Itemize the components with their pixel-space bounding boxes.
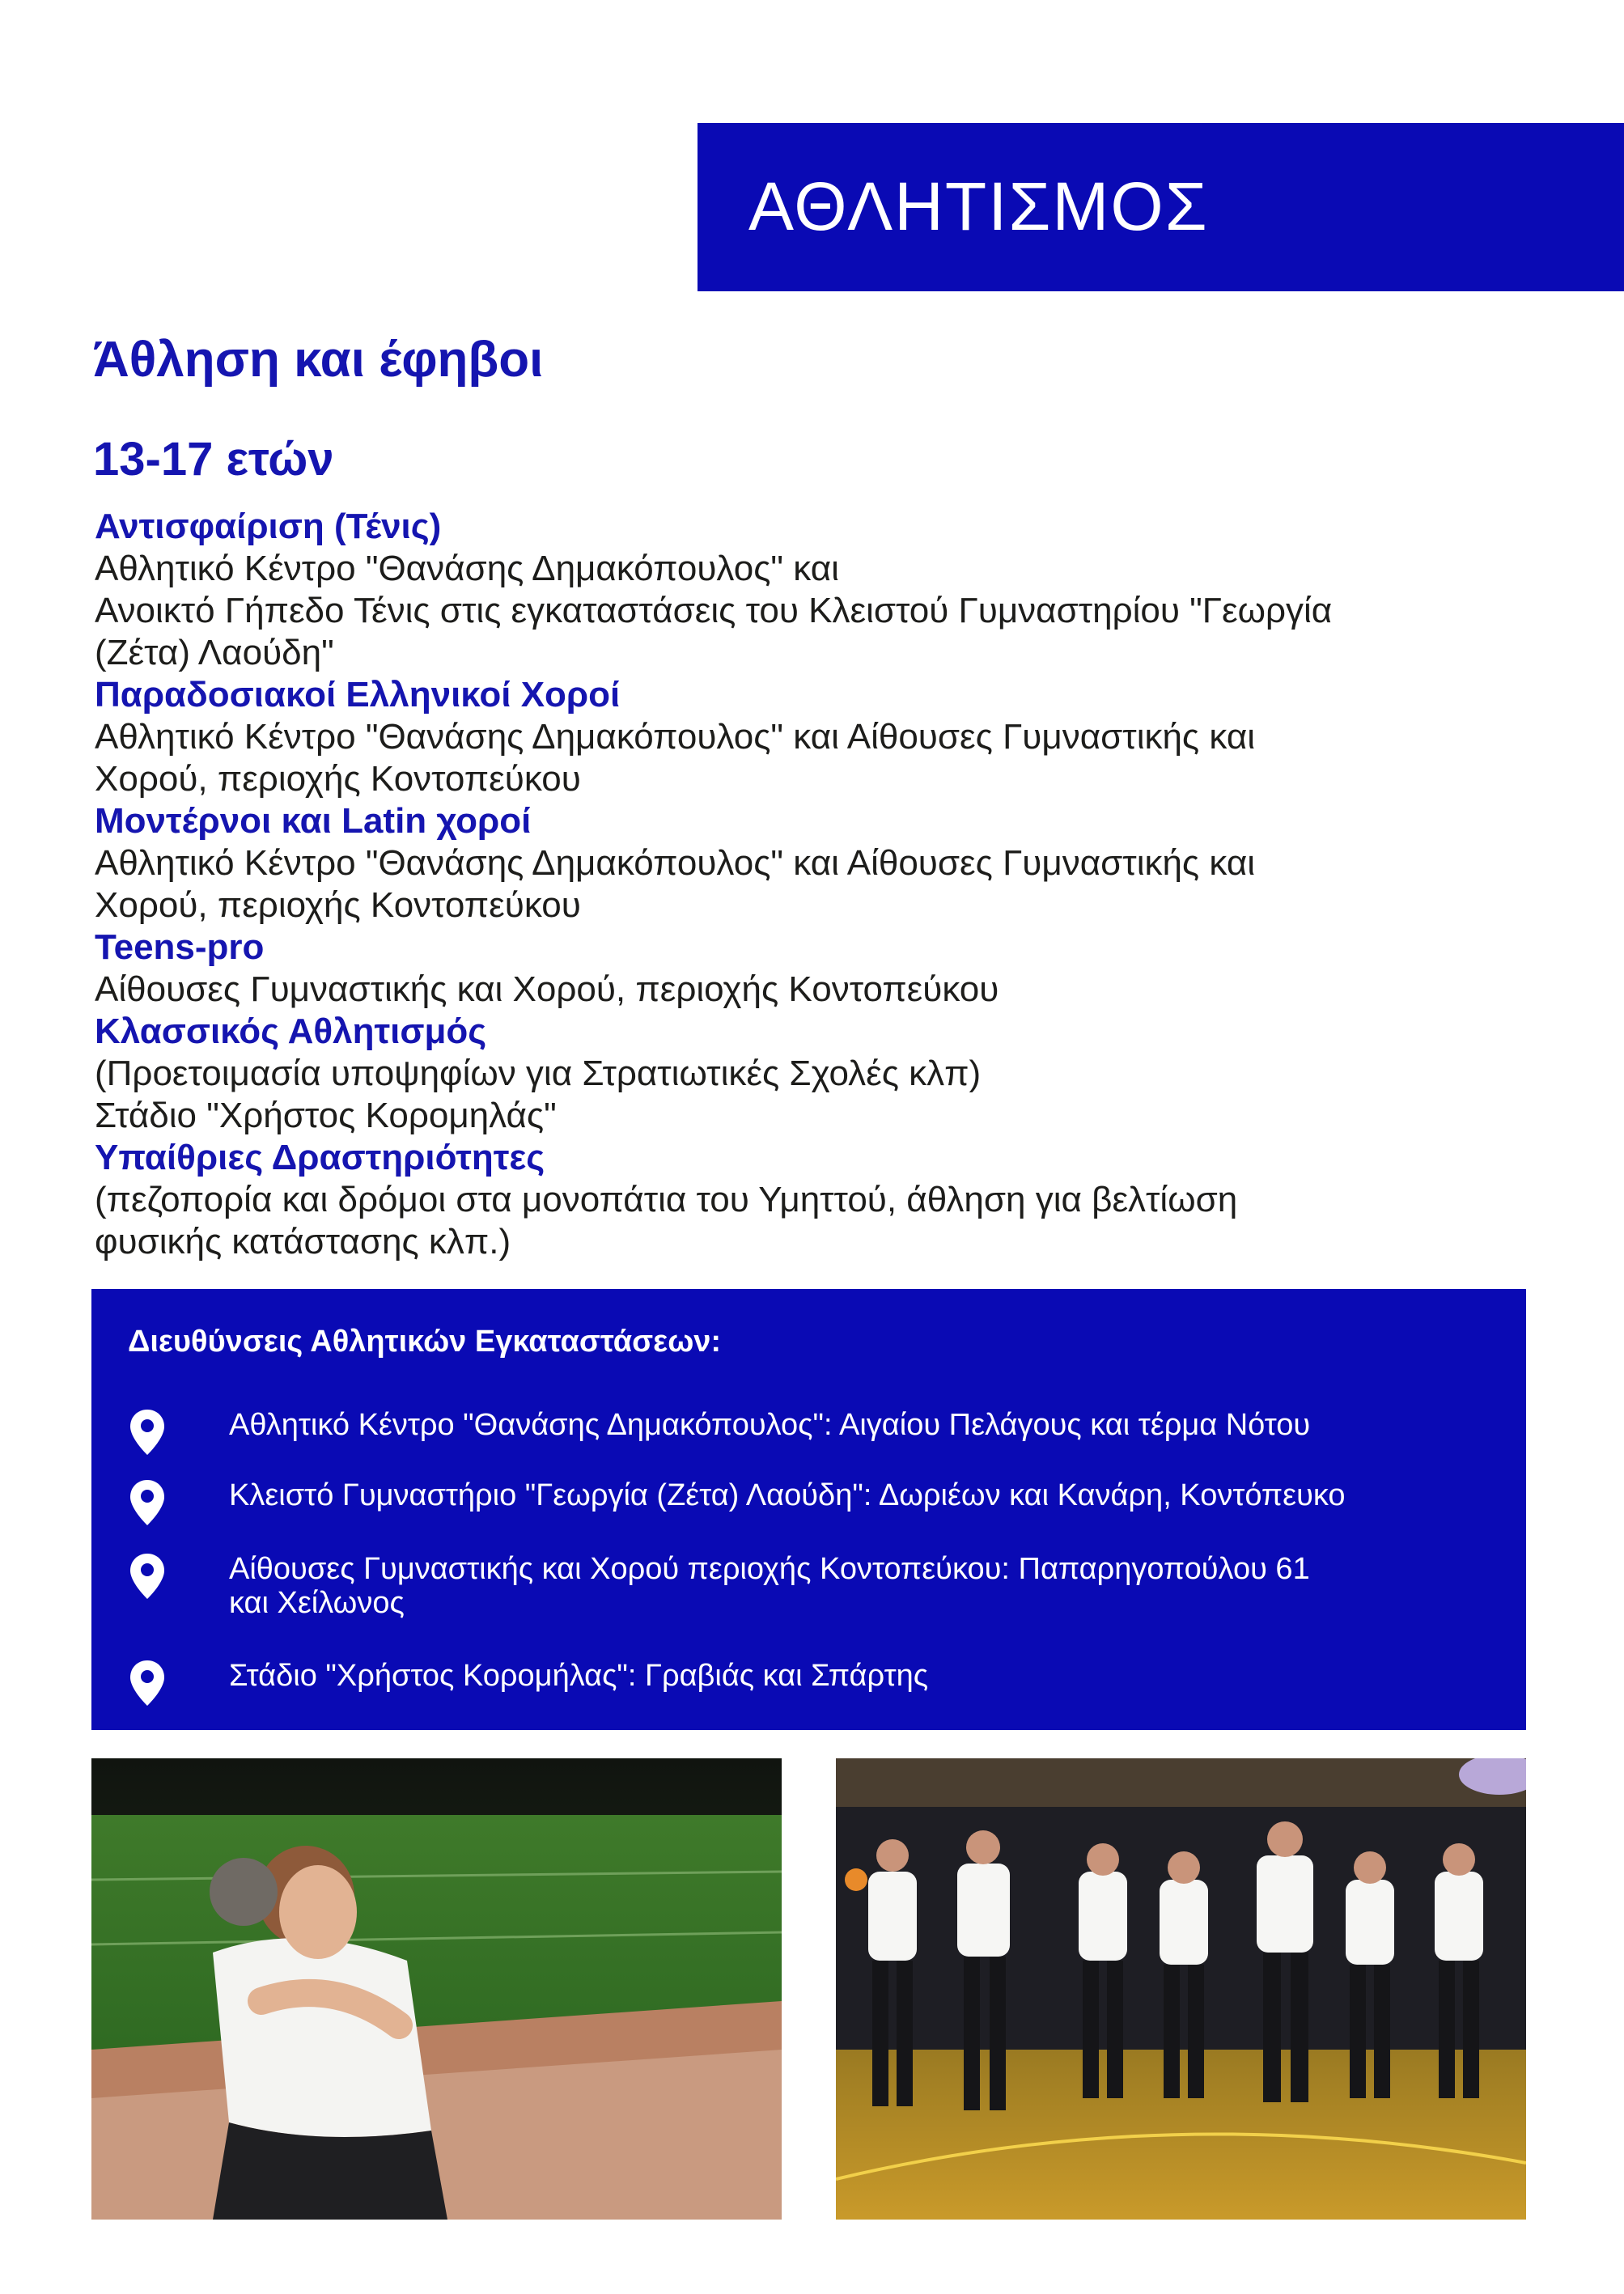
dance-performance-photo [836, 1758, 1526, 2220]
activity-tennis [95, 506, 1567, 674]
section-title: Άθληση και έφηβοι [93, 332, 544, 388]
page-title: ΑΘΛΗΤΙΣΜΟΣ [748, 168, 1209, 244]
activity-name: Teens-pro [95, 927, 265, 967]
activity-detail: Ανοικτό Γήπεδο Τένις στις εγκαταστάσεις του Κλειστού Γυμναστηρίου "Γεωργία [95, 591, 1333, 630]
location-pin-icon [128, 1408, 167, 1457]
activity-classic-athletics [95, 1011, 1567, 1137]
activity-detail: Χορού, περιοχής Κοντοπεύκου [95, 759, 581, 799]
activity-detail: (πεζοπορία και δρόμοι στα μονοπάτια του Υμηττού, άθληση για βελτίωση [95, 1180, 1238, 1219]
addresses-title: Διευθύνσεις Αθλητικών Εγκαταστάσεων: [128, 1325, 722, 1359]
activity-name: Υπαίθριες Δραστηριότητες [95, 1138, 545, 1177]
activity-detail: Αίθουσες Γυμναστικής και Χορού, περιοχής Κοντοπεύκου [95, 969, 999, 1009]
activity-teens-pro [95, 927, 1567, 1011]
activity-detail: Αθλητικό Κέντρο "Θανάσης Δημακόπουλος" και [95, 549, 839, 588]
age-group-heading: 13-17 ετών [93, 433, 334, 486]
activities-list [95, 506, 1567, 1263]
address-text: Στάδιο "Χρήστος Κορομήλας": Γραβιάς και Σπάρτης [229, 1659, 929, 1693]
activity-detail: Αθλητικό Κέντρο "Θανάσης Δημακόπουλος" και Αίθουσες Γυμναστικής και [95, 717, 1256, 757]
activity-detail: Αθλητικό Κέντρο "Θανάσης Δημακόπουλος" και Αίθουσες Γυμναστικής και [95, 843, 1256, 883]
location-pin-icon [128, 1478, 167, 1527]
address-text: Κλειστό Γυμναστήριο "Γεωργία (Ζέτα) Λαούδη": Δωριέων και Κανάρη, Κοντόπευκο [229, 1478, 1346, 1512]
activity-traditional-dances [95, 674, 1567, 800]
activity-name: Αντισφαίριση (Τένις) [95, 507, 442, 546]
activity-outdoor [95, 1137, 1567, 1263]
activity-name: Κλασσικός Αθλητισμός [95, 1011, 487, 1051]
address-line: Αίθουσες Γυμναστικής και Χορού περιοχής Κοντοπεύκου: Παπαρηγοπούλου 61 [229, 1552, 1310, 1586]
activity-modern-latin-dances [95, 800, 1567, 927]
activity-detail: Χορού, περιοχής Κοντοπεύκου [95, 885, 581, 925]
address-line: και Χείλωνος [229, 1586, 405, 1620]
address-text: Αθλητικό Κέντρο "Θανάσης Δημακόπουλος": Αιγαίου Πελάγους και τέρμα Νότου [229, 1408, 1311, 1442]
activity-name: Παραδοσιακοί Ελληνικοί Χοροί [95, 675, 621, 714]
activity-detail: Στάδιο "Χρήστος Κορομηλάς" [95, 1096, 557, 1135]
activity-detail: (Προετοιμασία υποψηφίων για Στρατιωτικές Σχολές κλπ) [95, 1054, 982, 1093]
activity-detail: φυσικής κατάστασης κλπ.) [95, 1222, 511, 1261]
activity-name: Μοντέρνοι και Latin χοροί [95, 801, 532, 841]
location-pin-icon [128, 1552, 167, 1601]
location-pin-icon [128, 1659, 167, 1707]
activity-detail: (Ζέτα) Λαούδη" [95, 633, 334, 672]
shot-put-photo [91, 1758, 782, 2220]
addresses-box [91, 1289, 1526, 1730]
address-text [229, 1552, 1491, 1620]
